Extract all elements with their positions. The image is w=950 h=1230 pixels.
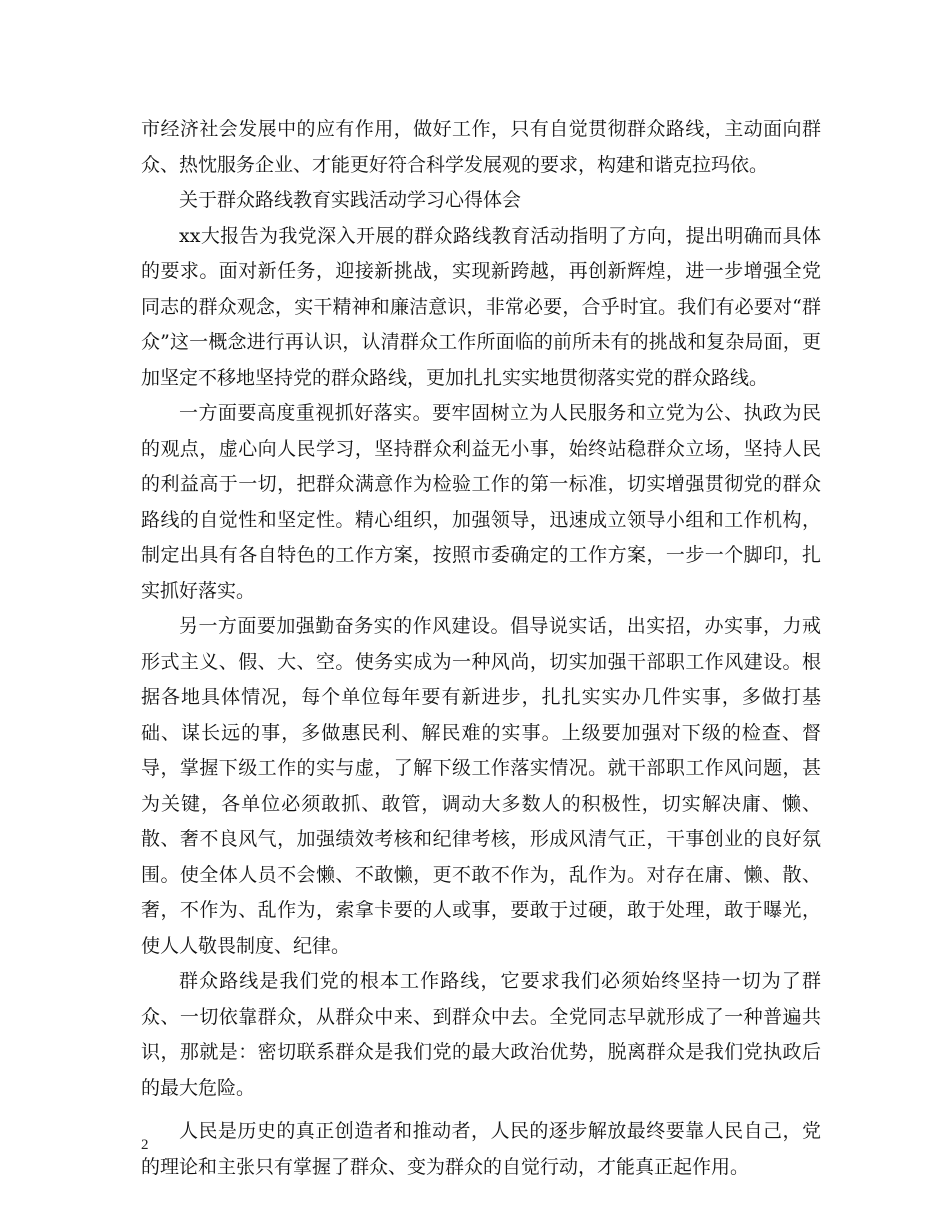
section-heading: 关于群众路线教育实践活动学习心得体会	[179, 189, 522, 211]
document-body	[141, 112, 821, 1185]
paragraph-people: 人民是历史的真正创造者和推动者，人民的逐步解放最终要靠人民自己，党的理论和主张只有掌握了群众、变为群众的自觉行动，才能真正起作用。	[141, 1120, 821, 1178]
paragraph-continuation: 市经济社会发展中的应有作用，做好工作，只有自觉贯彻群众路线，主动面向群众、热忱服务企业、才能更好符合科学发展观的要求，构建和谐克拉玛依。	[141, 118, 821, 176]
paragraph-intro: xx大报告为我党深入开展的群众路线教育活动指明了方向，提出明确而具体的要求。面对新任务，迎接新挑战，实现新跨越，再创新辉煌，进一步增强全党同志的群众观念，实干精神和廉洁意识，非常必要，合乎时宜。我们有必要对“群众”这一概念进行再认识，认清群众工作所面临的前所未有的挑战和复杂局面，更加坚定不移地坚持党的群众路线，更加扎扎实实地贯彻落实党的群众路线。	[141, 224, 821, 389]
paragraph-first-aspect: 一方面要高度重视抓好落实。要牢固树立为人民服务和立党为公、执政为民的观点，虚心向人民学习，坚持群众利益无小事，始终站稳群众立场，坚持人民的利益高于一切，把群众满意作为检验工作的第一标准，切实增强贯彻党的群众路线的自觉性和坚定性。精心组织，加强领导，迅速成立领导小组和工作机构，制定出具有各自特色的工作方案，按照市委确定的工作方案，一步一个脚印，扎实抓好落实。	[141, 402, 821, 602]
page-number: 2	[141, 1137, 149, 1153]
paragraph-second-aspect: 另一方面要加强勤奋务实的作风建设。倡导说实话，出实招，办实事，力戒形式主义、假、大、空。使务实成为一种风尚，切实加强干部职工作风建设。根据各地具体情况，每个单位每年要有新进步，扎扎实实办几件实事，多做打基础、谋长远的事，多做惠民利、解民难的实事。上级要加强对下级的检查、督导，掌握下级工作的实与虚，了解下级工作落实情况。就干部职工作风问题，甚为关键，各单位必须敢抓、敢管，调动大多数人的积极性，切实解决庸、懒、散、奢不良风气，加强绩效考核和纪律考核，形成风清气正，干事创业的良好氛围。使全体人员不会懒、不敢懒，更不敢不作为，乱作为。对存在庸、懒、散、奢，不作为、乱作为，索拿卡要的人或事，要敢于过硬，敢于处理，敢于曝光，使人人敬畏制度、纪律。	[141, 615, 821, 957]
paragraph-mass-line: 群众路线是我们党的根本工作路线，它要求我们必须始终坚持一切为了群众、一切依靠群众，从群众中来、到群众中去。全党同志早就形成了一种普遍共识，那就是：密切联系群众是我们党的最大政治优势，脱离群众是我们党执政后的最大危险。	[141, 970, 821, 1099]
